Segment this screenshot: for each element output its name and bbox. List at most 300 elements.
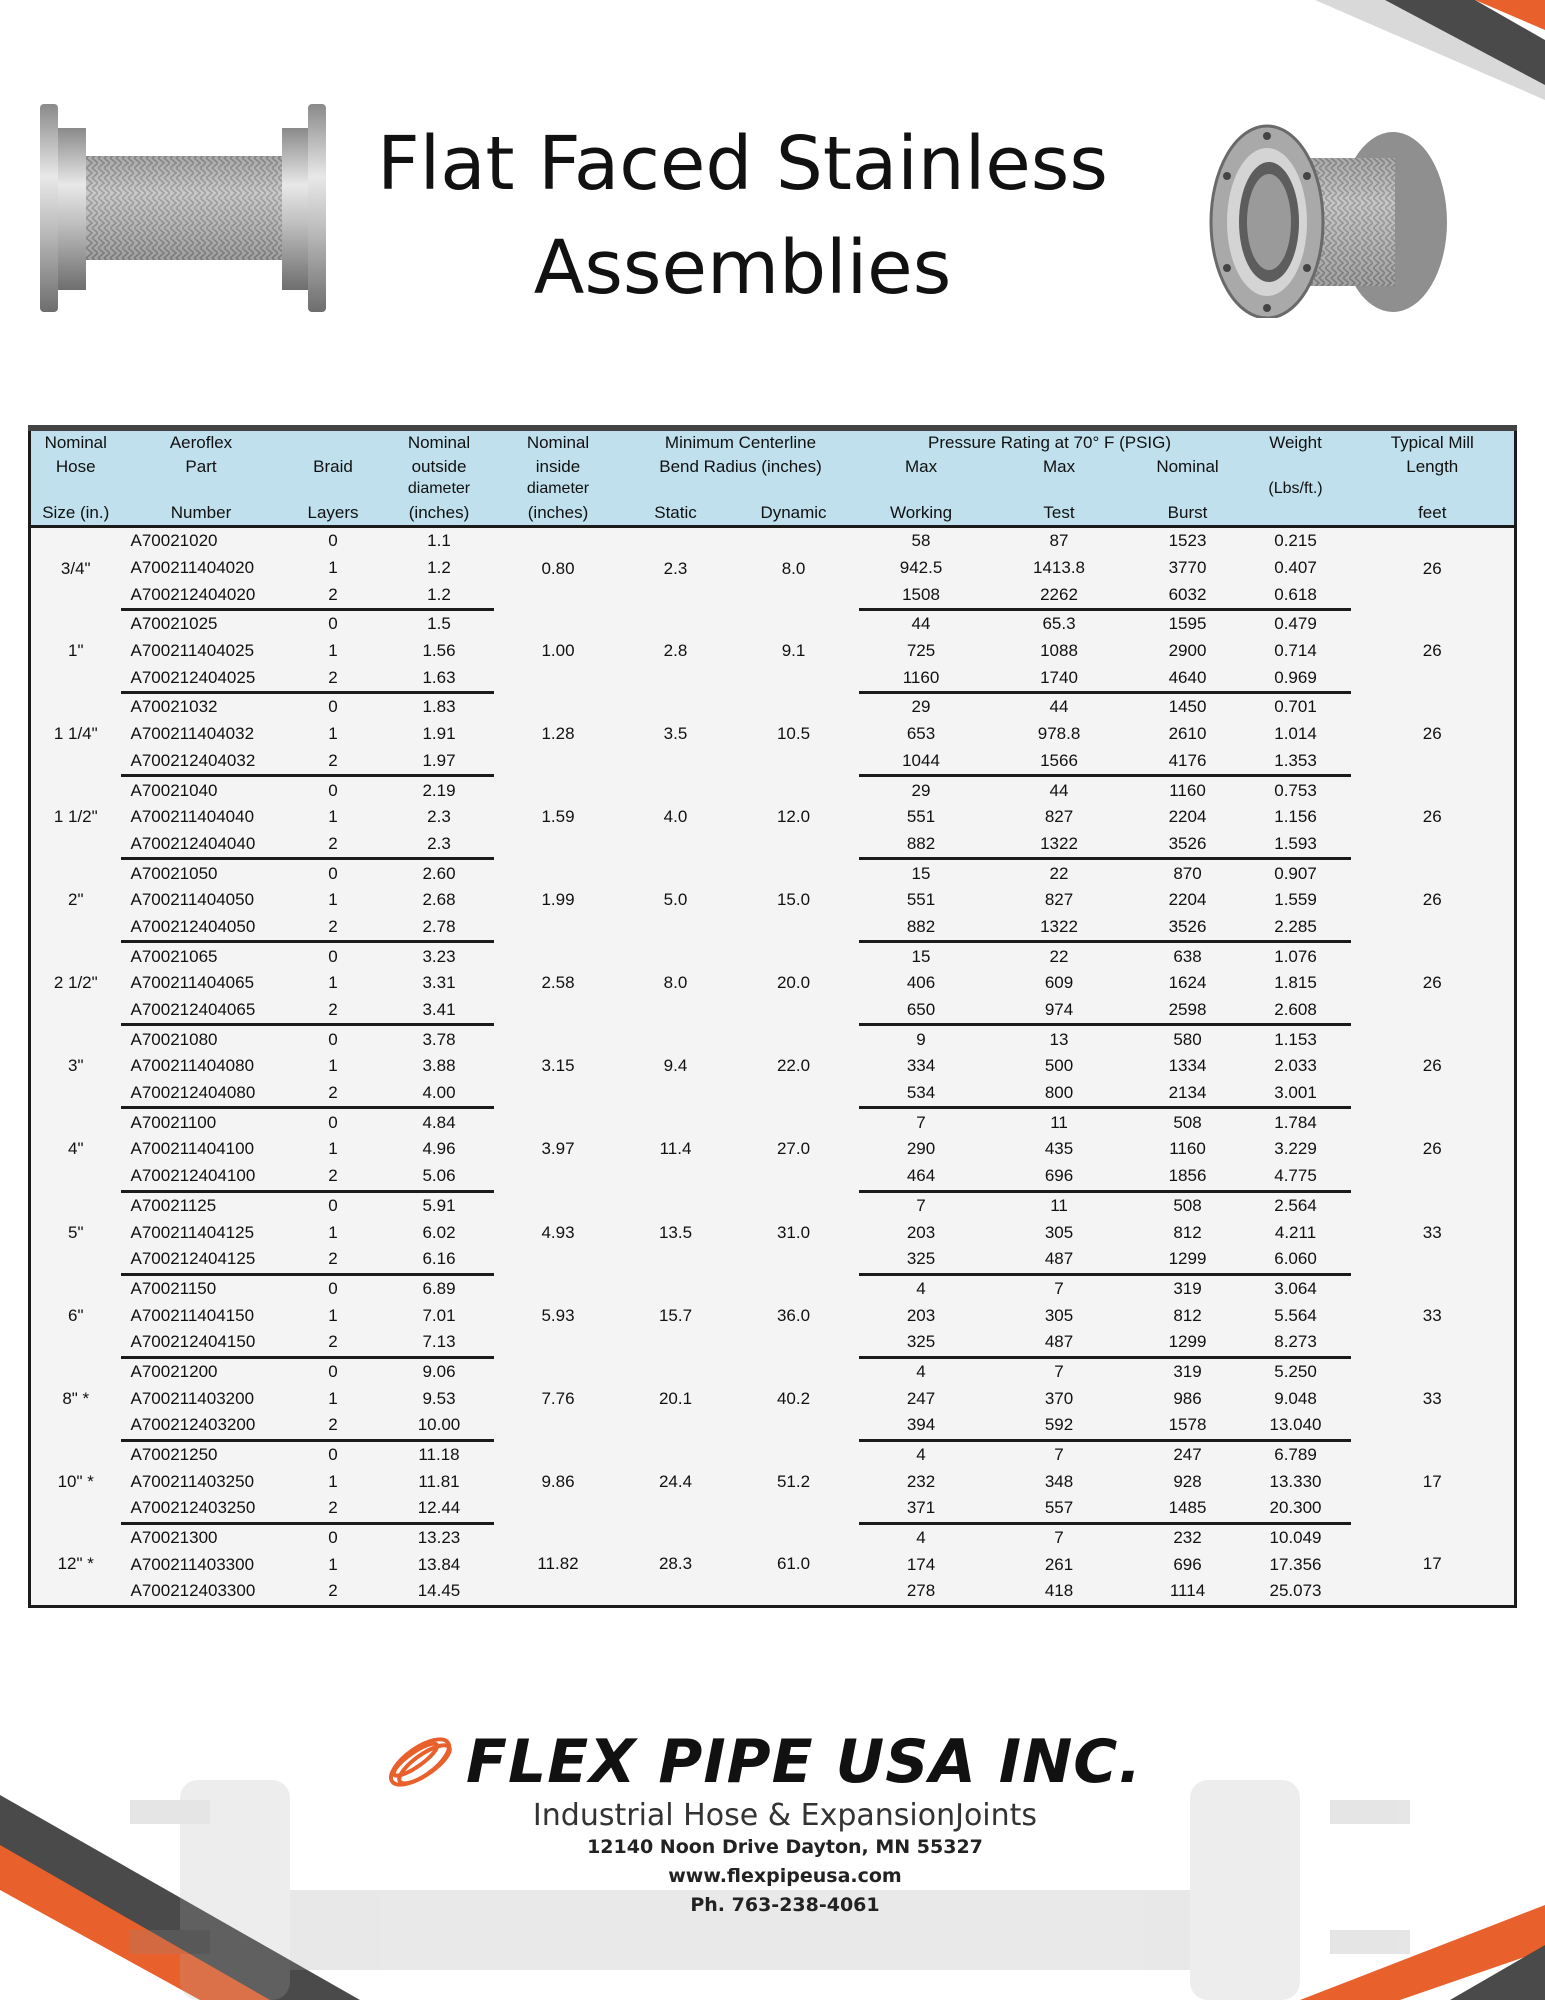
cell-outside-diameter: 2.3 [385,804,494,831]
cell-outside-diameter: 4.00 [385,1080,494,1108]
cell-max-working: 882 [859,914,984,942]
cell-mill-length: 33 [1351,1191,1516,1274]
cell-bend-static: 3.5 [623,693,729,776]
hdr-od-1: Nominal [385,428,494,455]
hdr-weight-1: Weight [1241,428,1351,455]
cell-mill-length: 26 [1351,942,1516,1025]
cell-weight: 4.775 [1241,1163,1351,1191]
cell-braid-layers: 2 [282,1495,385,1523]
cell-bend-static: 9.4 [623,1025,729,1108]
hdr-od-3: diameter [385,479,494,501]
cell-max-working: 290 [859,1136,984,1163]
hdr-od-4: (inches) [385,501,494,527]
cell-nominal-burst: 580 [1135,1025,1241,1053]
cell-size: 3" [30,1025,121,1108]
hdr-bend-2: Bend Radius (inches) [623,455,859,479]
cell-nominal-burst: 638 [1135,942,1241,970]
cell-part-number: A70021300 [121,1523,282,1551]
cell-weight: 6.789 [1241,1440,1351,1468]
cell-braid-layers: 0 [282,1274,385,1302]
cell-outside-diameter: 2.68 [385,887,494,914]
cell-max-working: 174 [859,1551,984,1578]
cell-bend-static: 28.3 [623,1523,729,1606]
cell-max-test: 418 [984,1578,1135,1606]
table-row [30,859,1516,887]
cell-braid-layers: 0 [282,1108,385,1136]
cell-size: 6" [30,1274,121,1357]
cell-outside-diameter: 3.23 [385,942,494,970]
cell-bend-static: 2.3 [623,527,729,610]
cell-part-number: A700211403200 [121,1385,282,1412]
cell-bend-dynamic: 22.0 [729,1025,859,1108]
cell-weight: 3.064 [1241,1274,1351,1302]
cell-outside-diameter: 1.5 [385,610,494,638]
cell-max-test: 22 [984,859,1135,887]
cell-max-working: 942.5 [859,555,984,582]
cell-bend-dynamic: 31.0 [729,1191,859,1274]
cell-max-working: 9 [859,1025,984,1053]
cell-nominal-burst: 986 [1135,1385,1241,1412]
cell-size: 8" * [30,1357,121,1440]
cell-weight: 1.076 [1241,942,1351,970]
cell-outside-diameter: 6.16 [385,1246,494,1274]
cell-max-test: 974 [984,997,1135,1025]
cell-outside-diameter: 2.78 [385,914,494,942]
cell-max-test: 827 [984,804,1135,831]
cell-outside-diameter: 5.06 [385,1163,494,1191]
hdr-part-3: Number [121,501,282,527]
cell-outside-diameter: 13.23 [385,1523,494,1551]
cell-part-number: A700211403250 [121,1468,282,1495]
cell-max-working: 4 [859,1440,984,1468]
hdr-burst-2: Burst [1135,501,1241,527]
table-row [30,942,1516,970]
hdr-working-1: Max [859,455,984,479]
cell-max-test: 1413.8 [984,555,1135,582]
table-body [30,527,1516,1607]
cell-bend-static: 24.4 [623,1440,729,1523]
cell-max-working: 394 [859,1412,984,1440]
cell-outside-diameter: 3.31 [385,970,494,997]
cell-part-number: A700212404065 [121,997,282,1025]
cell-weight: 10.049 [1241,1523,1351,1551]
cell-outside-diameter: 13.84 [385,1551,494,1578]
cell-max-test: 22 [984,942,1135,970]
cell-outside-diameter: 4.84 [385,1108,494,1136]
cell-outside-diameter: 11.18 [385,1440,494,1468]
cell-bend-dynamic: 36.0 [729,1274,859,1357]
cell-inside-diameter: 11.82 [494,1523,623,1606]
cell-weight: 2.608 [1241,997,1351,1025]
cell-nominal-burst: 3526 [1135,914,1241,942]
cell-bend-dynamic: 10.5 [729,693,859,776]
cell-braid-layers: 1 [282,1219,385,1246]
cell-part-number: A700212403250 [121,1495,282,1523]
cell-weight: 2.033 [1241,1053,1351,1080]
cell-nominal-burst: 2134 [1135,1080,1241,1108]
cell-size: 3/4" [30,527,121,610]
cell-weight: 0.215 [1241,527,1351,555]
cell-max-test: 87 [984,527,1135,555]
cell-nominal-burst: 3770 [1135,555,1241,582]
cell-max-working: 325 [859,1246,984,1274]
cell-part-number: A700212404150 [121,1329,282,1357]
cell-weight: 20.300 [1241,1495,1351,1523]
cell-braid-layers: 1 [282,1468,385,1495]
hdr-working-2: Working [859,501,984,527]
cell-braid-layers: 1 [282,887,385,914]
cell-bend-static: 15.7 [623,1274,729,1357]
hdr-static: Static [623,501,729,527]
hdr-bend-1: Minimum Centerline [623,428,859,455]
cell-size: 1 1/4" [30,693,121,776]
cell-braid-layers: 0 [282,1523,385,1551]
cell-max-working: 4 [859,1523,984,1551]
cell-mill-length: 26 [1351,693,1516,776]
cell-part-number: A700211404032 [121,721,282,748]
cell-part-number: A70021065 [121,942,282,970]
cell-nominal-burst: 1160 [1135,1136,1241,1163]
cell-max-test: 7 [984,1357,1135,1385]
cell-weight: 0.969 [1241,664,1351,692]
cell-weight: 3.229 [1241,1136,1351,1163]
cell-nominal-burst: 319 [1135,1357,1241,1385]
cell-outside-diameter: 7.01 [385,1302,494,1329]
cell-size: 2" [30,859,121,942]
cell-nominal-burst: 1578 [1135,1412,1241,1440]
cell-outside-diameter: 1.91 [385,721,494,748]
cell-nominal-burst: 508 [1135,1108,1241,1136]
cell-max-working: 15 [859,859,984,887]
cell-max-working: 882 [859,831,984,859]
cell-bend-static: 20.1 [623,1357,729,1440]
cell-nominal-burst: 3526 [1135,831,1241,859]
cell-outside-diameter: 1.1 [385,527,494,555]
hdr-size-1: Nominal [30,428,121,455]
cell-max-test: 7 [984,1523,1135,1551]
cell-max-test: 13 [984,1025,1135,1053]
cell-inside-diameter: 0.80 [494,527,623,610]
cell-weight: 13.330 [1241,1468,1351,1495]
hdr-burst-1: Nominal [1135,455,1241,479]
table-row [30,1523,1516,1551]
cell-nominal-burst: 1334 [1135,1053,1241,1080]
cell-max-working: 650 [859,997,984,1025]
cell-nominal-burst: 1624 [1135,970,1241,997]
hdr-mill-3: feet [1351,501,1516,527]
cell-max-test: 370 [984,1385,1135,1412]
cell-weight: 13.040 [1241,1412,1351,1440]
cell-braid-layers: 2 [282,1163,385,1191]
cell-part-number: A70021200 [121,1357,282,1385]
cell-braid-layers: 1 [282,555,385,582]
cell-braid-layers: 2 [282,1578,385,1606]
cell-outside-diameter: 2.60 [385,859,494,887]
cell-bend-static: 5.0 [623,859,729,942]
cell-outside-diameter: 1.2 [385,581,494,609]
cell-inside-diameter: 1.99 [494,859,623,942]
cell-max-test: 11 [984,1191,1135,1219]
cell-weight: 1.784 [1241,1108,1351,1136]
cell-max-test: 435 [984,1136,1135,1163]
cell-max-working: 4 [859,1357,984,1385]
cell-bend-static: 13.5 [623,1191,729,1274]
hdr-test-1: Max [984,455,1135,479]
cell-weight: 0.407 [1241,555,1351,582]
cell-size: 1 1/2" [30,776,121,859]
cell-inside-diameter: 9.86 [494,1440,623,1523]
cell-bend-static: 4.0 [623,776,729,859]
hdr-part-2: Part [121,455,282,479]
cell-max-test: 1322 [984,831,1135,859]
cell-part-number: A70021050 [121,859,282,887]
cell-part-number: A700211404065 [121,970,282,997]
cell-inside-diameter: 3.97 [494,1108,623,1191]
cell-inside-diameter: 5.93 [494,1274,623,1357]
cell-max-working: 725 [859,638,984,665]
cell-max-test: 44 [984,776,1135,804]
cell-part-number: A700212403300 [121,1578,282,1606]
cell-nominal-burst: 4176 [1135,748,1241,776]
cell-braid-layers: 1 [282,721,385,748]
cell-nominal-burst: 928 [1135,1468,1241,1495]
cell-weight: 0.701 [1241,693,1351,721]
hdr-weight-2: (Lbs/ft.) [1241,479,1351,501]
cell-weight: 25.073 [1241,1578,1351,1606]
cell-max-working: 44 [859,610,984,638]
cell-part-number: A700211404020 [121,555,282,582]
cell-outside-diameter: 2.19 [385,776,494,804]
cell-max-test: 1088 [984,638,1135,665]
cell-max-working: 29 [859,693,984,721]
company-tagline: Industrial Hose & ExpansionJoints [532,1798,1038,1833]
hdr-od-2: outside [385,455,494,479]
cell-bend-static: 8.0 [623,942,729,1025]
cell-max-test: 609 [984,970,1135,997]
cell-bend-dynamic: 8.0 [729,527,859,610]
cell-bend-dynamic: 12.0 [729,776,859,859]
cell-part-number: A700212404025 [121,664,282,692]
cell-braid-layers: 0 [282,1025,385,1053]
company-name: FLEX PIPE USA INC. [466,1727,1143,1797]
cell-nominal-burst: 1595 [1135,610,1241,638]
cell-part-number: A700211404080 [121,1053,282,1080]
cell-nominal-burst: 2610 [1135,721,1241,748]
cell-mill-length: 26 [1351,1025,1516,1108]
cell-nominal-burst: 4640 [1135,664,1241,692]
cell-braid-layers: 0 [282,1440,385,1468]
cell-outside-diameter: 9.53 [385,1385,494,1412]
cell-max-test: 557 [984,1495,1135,1523]
cell-weight: 4.211 [1241,1219,1351,1246]
company-footer [380,1722,1170,1920]
company-phone: Ph. 763-238-4061 [690,1894,880,1916]
cell-braid-layers: 0 [282,1191,385,1219]
cell-braid-layers: 2 [282,1246,385,1274]
cell-braid-layers: 1 [282,638,385,665]
table-row [30,1274,1516,1302]
cell-max-test: 800 [984,1080,1135,1108]
cell-nominal-burst: 1299 [1135,1246,1241,1274]
hdr-id-1: Nominal [494,428,623,455]
cell-size: 12" * [30,1523,121,1606]
cell-nominal-burst: 232 [1135,1523,1241,1551]
cell-weight: 9.048 [1241,1385,1351,1412]
cell-max-working: 4 [859,1274,984,1302]
cell-max-test: 827 [984,887,1135,914]
cell-max-working: 232 [859,1468,984,1495]
cell-weight: 6.060 [1241,1246,1351,1274]
cell-mill-length: 26 [1351,527,1516,610]
cell-weight: 0.907 [1241,859,1351,887]
cell-size: 1" [30,610,121,693]
cell-outside-diameter: 4.96 [385,1136,494,1163]
page-title: Flat Faced Stainless Assemblies [377,121,1108,311]
cell-weight: 1.156 [1241,804,1351,831]
cell-part-number: A70021125 [121,1191,282,1219]
cell-inside-diameter: 7.76 [494,1357,623,1440]
cell-part-number: A700211404150 [121,1302,282,1329]
hdr-id-2: inside [494,455,623,479]
cell-part-number: A70021250 [121,1440,282,1468]
cell-braid-layers: 2 [282,831,385,859]
table-row [30,1440,1516,1468]
cell-max-test: 305 [984,1302,1135,1329]
cell-weight: 3.001 [1241,1080,1351,1108]
cell-nominal-burst: 870 [1135,859,1241,887]
cell-nominal-burst: 1160 [1135,776,1241,804]
cell-max-test: 261 [984,1551,1135,1578]
table-row [30,610,1516,638]
hdr-part-1: Aeroflex [121,428,282,455]
cell-max-test: 1322 [984,914,1135,942]
cell-part-number: A700211404025 [121,638,282,665]
cell-weight: 0.618 [1241,581,1351,609]
cell-bend-dynamic: 61.0 [729,1523,859,1606]
cell-outside-diameter: 1.2 [385,555,494,582]
cell-outside-diameter: 3.41 [385,997,494,1025]
cell-size: 5" [30,1191,121,1274]
cell-nominal-burst: 1114 [1135,1578,1241,1606]
cell-max-working: 551 [859,804,984,831]
cell-weight: 1.559 [1241,887,1351,914]
cell-part-number: A70021020 [121,527,282,555]
cell-nominal-burst: 1856 [1135,1163,1241,1191]
cell-outside-diameter: 3.88 [385,1053,494,1080]
cell-weight: 17.356 [1241,1551,1351,1578]
cell-weight: 1.014 [1241,721,1351,748]
cell-max-test: 978.8 [984,721,1135,748]
cell-weight: 0.714 [1241,638,1351,665]
cell-nominal-burst: 1299 [1135,1329,1241,1357]
cell-inside-diameter: 4.93 [494,1191,623,1274]
table-row [30,527,1516,555]
cell-max-working: 653 [859,721,984,748]
cell-nominal-burst: 508 [1135,1191,1241,1219]
cell-size: 10" * [30,1440,121,1523]
cell-outside-diameter: 10.00 [385,1412,494,1440]
cell-nominal-burst: 1523 [1135,527,1241,555]
cell-mill-length: 26 [1351,776,1516,859]
cell-outside-diameter: 9.06 [385,1357,494,1385]
cell-braid-layers: 2 [282,581,385,609]
hdr-size-2: Hose [30,455,121,479]
cell-part-number: A70021100 [121,1108,282,1136]
cell-max-working: 247 [859,1385,984,1412]
cell-bend-dynamic: 27.0 [729,1108,859,1191]
cell-braid-layers: 1 [282,1551,385,1578]
cell-part-number: A700212404080 [121,1080,282,1108]
cell-part-number: A70021032 [121,693,282,721]
hdr-mill-2: Length [1351,455,1516,479]
cell-part-number: A700212404032 [121,748,282,776]
cell-bend-dynamic: 20.0 [729,942,859,1025]
hdr-mill-1: Typical Mill [1351,428,1516,455]
cell-weight: 0.479 [1241,610,1351,638]
cell-braid-layers: 2 [282,664,385,692]
cell-braid-layers: 1 [282,1053,385,1080]
cell-max-working: 406 [859,970,984,997]
cell-nominal-burst: 2900 [1135,638,1241,665]
cell-max-test: 2262 [984,581,1135,609]
cell-max-working: 58 [859,527,984,555]
cell-mill-length: 26 [1351,610,1516,693]
cell-size: 4" [30,1108,121,1191]
hdr-id-3: diameter [494,479,623,501]
cell-bend-dynamic: 51.2 [729,1440,859,1523]
cell-max-test: 592 [984,1412,1135,1440]
cell-braid-layers: 2 [282,997,385,1025]
cell-size: 2 1/2" [30,942,121,1025]
cell-weight: 1.815 [1241,970,1351,997]
cell-max-test: 487 [984,1329,1135,1357]
cell-weight: 2.564 [1241,1191,1351,1219]
cell-outside-diameter: 1.97 [385,748,494,776]
cell-outside-diameter: 14.45 [385,1578,494,1606]
cell-outside-diameter: 2.3 [385,831,494,859]
cell-part-number: A70021025 [121,610,282,638]
cell-part-number: A700211403300 [121,1551,282,1578]
cell-max-test: 44 [984,693,1135,721]
cell-max-test: 500 [984,1053,1135,1080]
cell-braid-layers: 1 [282,970,385,997]
cell-nominal-burst: 247 [1135,1440,1241,1468]
cell-nominal-burst: 6032 [1135,581,1241,609]
cell-part-number: A700211404050 [121,887,282,914]
cell-max-working: 534 [859,1080,984,1108]
cell-outside-diameter: 1.83 [385,693,494,721]
cell-max-test: 1566 [984,748,1135,776]
cell-part-number: A70021150 [121,1274,282,1302]
cell-max-working: 29 [859,776,984,804]
cell-bend-dynamic: 15.0 [729,859,859,942]
cell-outside-diameter: 11.81 [385,1468,494,1495]
flanged-hose-image-right [1205,118,1455,318]
cell-braid-layers: 2 [282,1080,385,1108]
cell-braid-layers: 0 [282,693,385,721]
cell-max-test: 348 [984,1468,1135,1495]
cell-max-working: 334 [859,1053,984,1080]
hdr-size-3: Size (in.) [30,501,121,527]
cell-part-number: A70021080 [121,1025,282,1053]
hdr-id-4: (inches) [494,501,623,527]
cell-nominal-burst: 2204 [1135,887,1241,914]
hdr-test-2: Test [984,501,1135,527]
cell-max-test: 696 [984,1163,1135,1191]
cell-outside-diameter: 7.13 [385,1329,494,1357]
cell-braid-layers: 0 [282,610,385,638]
cell-braid-layers: 1 [282,1302,385,1329]
